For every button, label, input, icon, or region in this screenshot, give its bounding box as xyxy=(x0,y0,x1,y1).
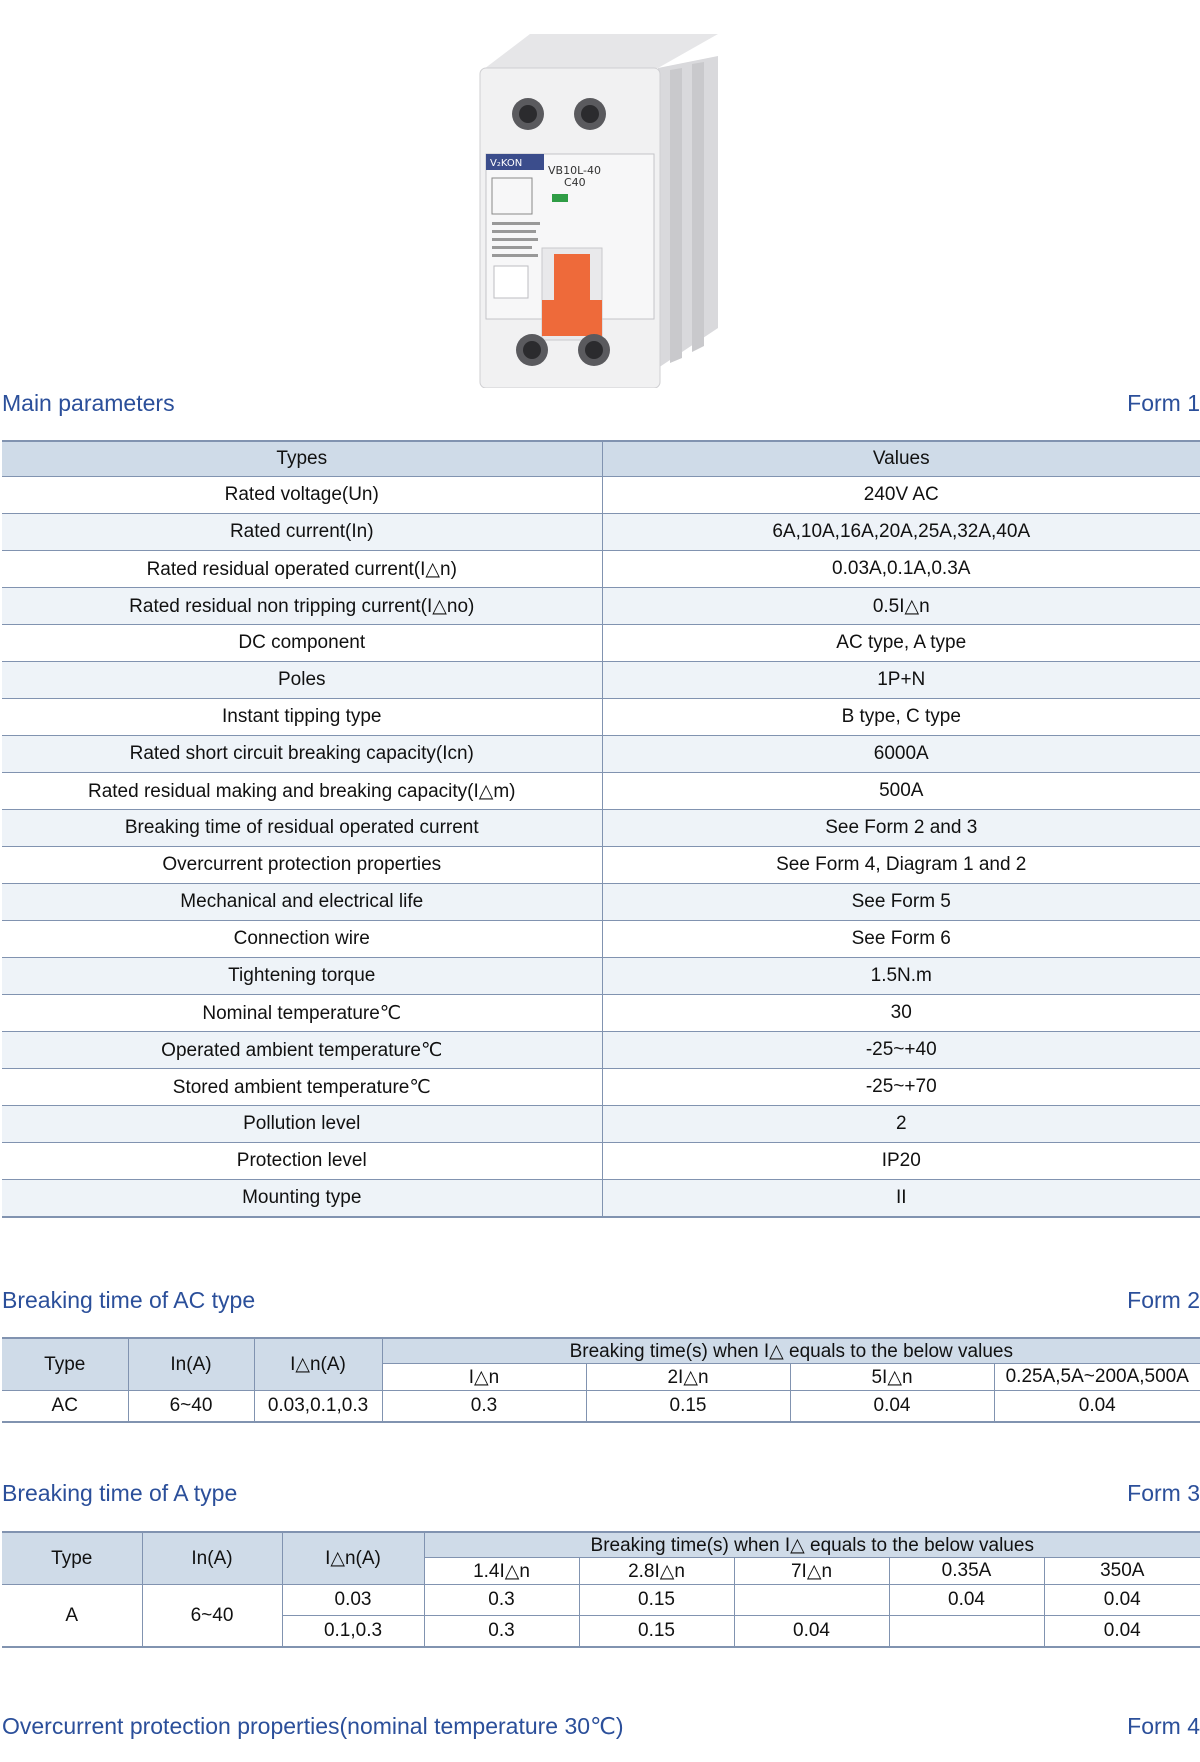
parameter-cell: Operated ambient temperature℃ xyxy=(2,1032,602,1069)
rating-label: C40 xyxy=(564,176,586,189)
value-cell: 6000A xyxy=(602,736,1200,773)
idn-cell: 0.1,0.3 xyxy=(282,1616,424,1648)
col-header: 1.4I△n xyxy=(424,1558,579,1585)
in-cell: 6~40 xyxy=(142,1585,282,1648)
table-row xyxy=(2,625,1200,662)
a-type-heading xyxy=(2,1476,1200,1510)
type-cell: A xyxy=(2,1585,142,1648)
section-title: Breaking time of A type xyxy=(2,1479,238,1506)
value-cell: 0.04 xyxy=(889,1585,1044,1616)
value-cell: 0.04 xyxy=(994,1391,1200,1423)
table-row xyxy=(2,1391,1200,1423)
idn-header: I△n(A) xyxy=(282,1532,424,1585)
value-cell: 1P+N xyxy=(602,662,1200,699)
breaking-time-group-header: Breaking time(s) when I△ equals to the below values xyxy=(382,1338,1200,1364)
parameter-cell: Stored ambient temperature℃ xyxy=(2,1069,602,1106)
table-row xyxy=(2,810,1200,847)
parameter-cell: Nominal temperature℃ xyxy=(2,995,602,1032)
form-label: Form 1 xyxy=(1127,389,1200,416)
table-row xyxy=(2,662,1200,699)
table-header-row xyxy=(2,441,1200,477)
section-title: Breaking time of AC type xyxy=(2,1286,256,1313)
table-row xyxy=(2,588,1200,625)
in-header: In(A) xyxy=(142,1532,282,1585)
value-cell: IP20 xyxy=(602,1143,1200,1180)
parameter-cell: Connection wire xyxy=(2,921,602,958)
parameter-cell: DC component xyxy=(2,625,602,662)
in-cell: 6~40 xyxy=(128,1391,254,1423)
value-cell: 0.04 xyxy=(734,1616,889,1648)
value-cell: 0.15 xyxy=(579,1616,734,1648)
form-label: Form 4 xyxy=(1127,1712,1200,1739)
table-row xyxy=(2,736,1200,773)
table-row xyxy=(2,1032,1200,1069)
model-label: VB10L-40 xyxy=(548,164,601,177)
value-cell: 0.3 xyxy=(382,1391,586,1423)
value-cell: -25~+70 xyxy=(602,1069,1200,1106)
type-header: Type xyxy=(2,1532,142,1585)
col-header: 7I△n xyxy=(734,1558,889,1585)
value-cell: See Form 6 xyxy=(602,921,1200,958)
parameter-cell: Tightening torque xyxy=(2,958,602,995)
rcbo-product-image xyxy=(460,28,730,388)
parameter-cell: Mounting type xyxy=(2,1180,602,1218)
brand-label: V₂KON xyxy=(490,158,523,169)
value-cell: 0.5I△n xyxy=(602,588,1200,625)
value-cell: AC type, A type xyxy=(602,625,1200,662)
idn-cell: 0.03 xyxy=(282,1585,424,1616)
table-row xyxy=(2,921,1200,958)
col-header: I△n xyxy=(382,1364,586,1391)
value-cell xyxy=(734,1585,889,1616)
form-label: Form 3 xyxy=(1127,1479,1200,1506)
value-cell: 0.03A,0.1A,0.3A xyxy=(602,551,1200,588)
ac-type-heading xyxy=(2,1283,1200,1317)
parameter-cell: Pollution level xyxy=(2,1106,602,1143)
section-title: Main parameters xyxy=(2,389,175,416)
value-cell: 1.5N.m xyxy=(602,958,1200,995)
type-header: Type xyxy=(2,1338,128,1391)
value-cell: 30 xyxy=(602,995,1200,1032)
value-cell: 2 xyxy=(602,1106,1200,1143)
table-row xyxy=(2,1585,1200,1616)
value-cell: 0.3 xyxy=(424,1585,579,1616)
parameter-cell: Instant tipping type xyxy=(2,699,602,736)
ac-type-breaking-table xyxy=(2,1337,1200,1423)
value-cell xyxy=(889,1616,1044,1648)
overcurrent-heading xyxy=(2,1709,1200,1743)
main-parameters-heading xyxy=(2,386,1200,420)
parameter-cell: Breaking time of residual operated current xyxy=(2,810,602,847)
parameter-cell: Protection level xyxy=(2,1143,602,1180)
parameter-cell: Overcurrent protection properties xyxy=(2,847,602,884)
value-cell: B type, C type xyxy=(602,699,1200,736)
table-row xyxy=(2,1180,1200,1218)
idn-header: I△n(A) xyxy=(254,1338,382,1391)
value-cell: 0.04 xyxy=(1044,1616,1200,1648)
parameter-cell: Rated voltage(Un) xyxy=(2,477,602,514)
table-row xyxy=(2,514,1200,551)
table-row xyxy=(2,699,1200,736)
types-header: Types xyxy=(2,441,602,477)
table-row xyxy=(2,773,1200,810)
table-row xyxy=(2,1069,1200,1106)
value-cell: II xyxy=(602,1180,1200,1218)
col-header: 2.8I△n xyxy=(579,1558,734,1585)
col-header: 5I△n xyxy=(790,1364,994,1391)
values-header: Values xyxy=(602,441,1200,477)
value-cell: See Form 5 xyxy=(602,884,1200,921)
value-cell: See Form 2 and 3 xyxy=(602,810,1200,847)
value-cell: 500A xyxy=(602,773,1200,810)
value-cell: See Form 4, Diagram 1 and 2 xyxy=(602,847,1200,884)
table-row xyxy=(2,551,1200,588)
value-cell: 0.04 xyxy=(1044,1585,1200,1616)
parameter-cell: Rated residual operated current(I△n) xyxy=(2,551,602,588)
table-row xyxy=(2,1106,1200,1143)
col-header: 0.25A,5A~200A,500A xyxy=(994,1364,1200,1391)
parameter-cell: Mechanical and electrical life xyxy=(2,884,602,921)
type-cell: AC xyxy=(2,1391,128,1423)
parameter-cell: Rated residual non tripping current(I△no) xyxy=(2,588,602,625)
a-type-breaking-table xyxy=(2,1531,1200,1648)
parameter-cell: Rated current(In) xyxy=(2,514,602,551)
value-cell: 0.04 xyxy=(790,1391,994,1423)
value-cell: 240V AC xyxy=(602,477,1200,514)
table-row xyxy=(2,958,1200,995)
section-title: Overcurrent protection properties(nominal temperature 30℃) xyxy=(2,1712,624,1739)
form-label: Form 2 xyxy=(1127,1286,1200,1313)
idn-cell: 0.03,0.1,0.3 xyxy=(254,1391,382,1423)
table-row xyxy=(2,995,1200,1032)
parameter-cell: Rated short circuit breaking capacity(Icn) xyxy=(2,736,602,773)
value-cell: 0.3 xyxy=(424,1616,579,1648)
col-header: 2I△n xyxy=(586,1364,790,1391)
table-row xyxy=(2,477,1200,514)
in-header: In(A) xyxy=(128,1338,254,1391)
col-header: 350A xyxy=(1044,1558,1200,1585)
parameter-cell: Rated residual making and breaking capacity(I△m) xyxy=(2,773,602,810)
table-row xyxy=(2,1143,1200,1180)
breaking-time-group-header: Breaking time(s) when I△ equals to the below values xyxy=(424,1532,1200,1558)
value-cell: 6A,10A,16A,20A,25A,32A,40A xyxy=(602,514,1200,551)
value-cell: -25~+40 xyxy=(602,1032,1200,1069)
value-cell: 0.15 xyxy=(586,1391,790,1423)
main-parameters-table xyxy=(2,440,1200,1218)
col-header: 0.35A xyxy=(889,1558,1044,1585)
value-cell: 0.15 xyxy=(579,1585,734,1616)
table-row xyxy=(2,847,1200,884)
parameter-cell: Poles xyxy=(2,662,602,699)
table-row xyxy=(2,884,1200,921)
